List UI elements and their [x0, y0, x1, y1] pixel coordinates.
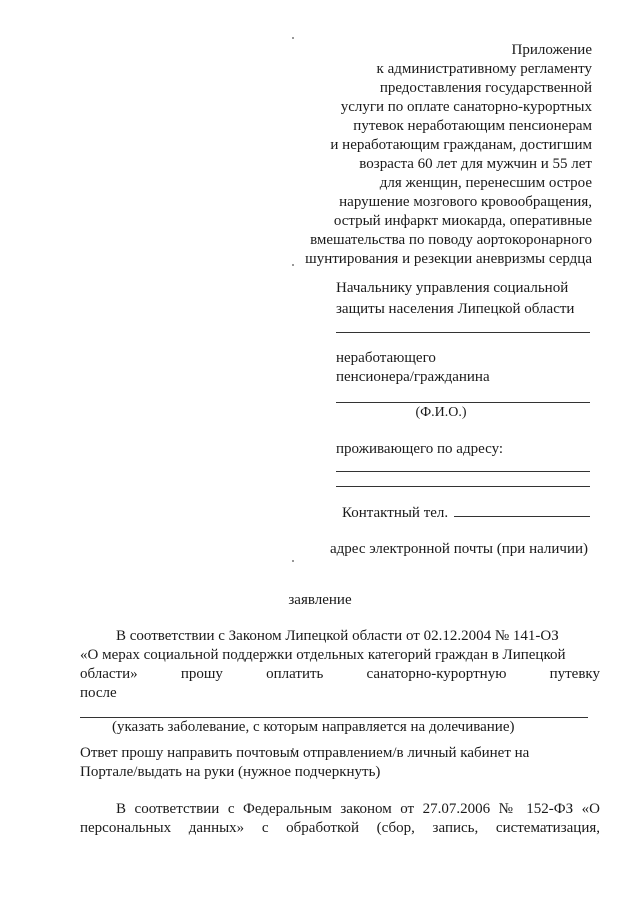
appendix-line: шунтирования и резекции аневризмы сердца	[305, 251, 592, 267]
appendix-line: вмешательства по поводу аортокоронарного	[310, 232, 592, 248]
statement-paragraph-2	[80, 744, 600, 782]
appendix-line: острый инфаркт миокарда, оперативные	[333, 213, 592, 229]
blank-field-phone[interactable]	[454, 516, 590, 517]
scan-speck	[292, 560, 294, 562]
appendix-line: услуги по оплате санаторно-курортных	[340, 99, 592, 115]
addressee-block	[330, 279, 596, 559]
paragraph-line: после	[80, 685, 117, 701]
disease-caption: (указать заболевание, с которым направляется на долечивание)	[112, 719, 515, 735]
addressee-to-line: Начальнику управления социальной	[336, 280, 569, 296]
statement-paragraph-3	[80, 800, 600, 838]
fio-caption: (Ф.И.О.)	[415, 405, 467, 420]
address-label: проживающего по адресу:	[336, 441, 504, 457]
paragraph-line: «О мерах социальной поддержки отдельных категорий граждан в Липецкой	[80, 647, 566, 663]
paragraph-line: Ответ прошу направить почтовым отправлением/в личный кабинет на	[80, 745, 530, 761]
appendix-line: к административному регламенту	[376, 61, 592, 77]
document-title: заявление	[288, 592, 352, 608]
addressee-to-line: защиты населения Липецкой области	[336, 301, 575, 317]
blank-field-address-2[interactable]	[336, 486, 590, 487]
paragraph-line: персональных данных» с обработкой (сбор, запись, систематизация,	[80, 820, 600, 836]
phone-row	[342, 504, 596, 523]
paragraph-line: В соответствии с Законом Липецкой области от 02.12.2004 № 141-ОЗ	[116, 628, 559, 644]
paragraph-line: области» прошу оплатить санаторно-курортную путевку	[80, 666, 600, 682]
statement-paragraph-1	[80, 627, 600, 737]
blank-field-address-1[interactable]	[336, 471, 590, 472]
phone-label: Контактный тел.	[342, 505, 449, 521]
appendix-line: и неработающим гражданам, достигшим	[330, 137, 592, 153]
appendix-header	[262, 41, 592, 269]
blank-field-to[interactable]	[336, 332, 590, 333]
appendix-line: нарушение мозгового кровообращения,	[339, 194, 592, 210]
appendix-line: путевок неработающим пенсионерам	[353, 118, 592, 134]
appendix-line: для женщин, перенесшим острое	[379, 175, 592, 191]
applicant-line: неработающего	[336, 350, 436, 366]
appendix-line: предоставления государственной	[379, 80, 592, 96]
paragraph-line: Портале/выдать на руки (нужное подчеркнуть)	[80, 764, 381, 780]
paragraph-line: В соответствии с Федеральным законом от 27.07.2006 № 152-ФЗ «О	[116, 801, 600, 817]
email-label: адрес электронной почты (при наличии)	[330, 541, 588, 557]
appendix-line: Приложение	[511, 42, 592, 58]
applicant-line: пенсионера/гражданина	[336, 369, 490, 385]
appendix-line: возраста 60 лет для мужчин и 55 лет	[359, 156, 592, 172]
scan-speck	[292, 37, 294, 39]
